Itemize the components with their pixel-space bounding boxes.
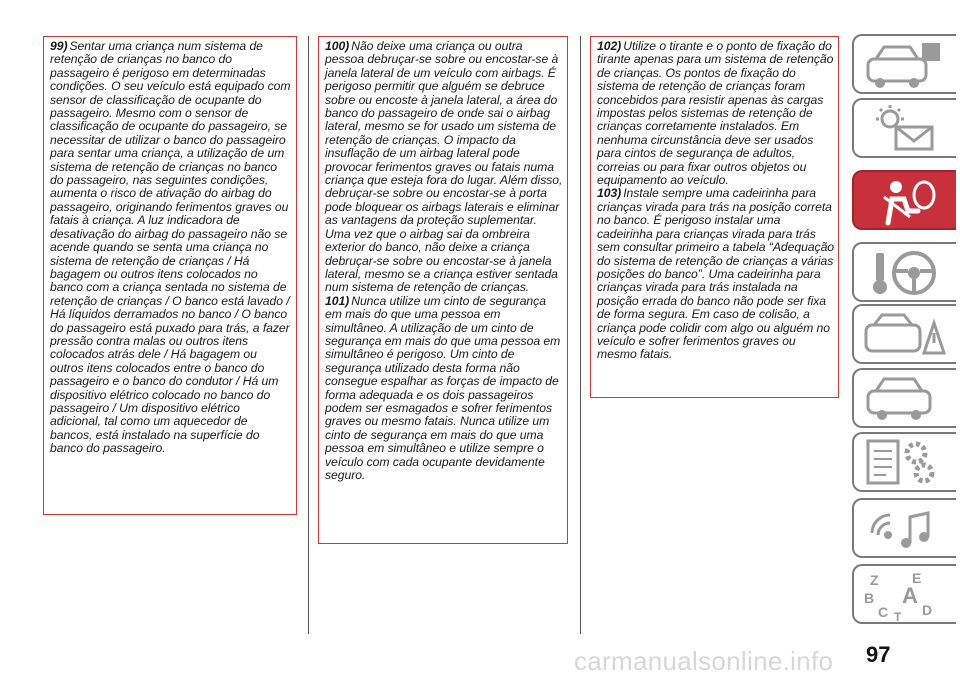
tab-dashboard[interactable] bbox=[852, 34, 956, 94]
airbag-seat-icon bbox=[862, 175, 946, 227]
note-text: Nunca utilize um cinto de segurança em mais do que uma pessoa em simultâneo. A utilização de um cinto de segurança em mais do que uma pessoa em simultâneo é perigoso. Um cinto de segurança utilizado desta forma não consegue espalhar as forças de impacto de forma adequada e os dois passageiros podem ser esmagados e sofrer ferimentos graves ou mesmo fatais. Nunca utilize um cinto de segurança em mais do que uma pessoa em simultâneo e utilize sempre o veículo com cada ocupante devidamente seguro. bbox=[325, 293, 561, 482]
note-99 bbox=[50, 40, 293, 456]
watermark: carmanualsonline.info bbox=[574, 646, 834, 676]
note-text: Utilize o tirante e o ponto de fixação do tirante apenas para um sistema de retenção de crianças. Os pontos de fixação do sistema de retenção de crianças foram concebidos para resistir apenas às cargas impostas pelos sistemas de retenção de crianças corretamente instalados. Em nenhuma circunstância deve ser usados para cintos de segurança de adultos, correias ou para fixar outros objetos ou equipamento ao veículo. bbox=[597, 39, 834, 188]
note-number: 99) bbox=[50, 39, 68, 53]
note-number: 101) bbox=[325, 293, 350, 308]
multimedia-icon bbox=[862, 503, 946, 555]
index-letter: T bbox=[894, 610, 902, 621]
tab-warning-lights[interactable] bbox=[852, 98, 956, 158]
index-letter: D bbox=[922, 602, 933, 618]
note-101 bbox=[325, 295, 564, 483]
car-dashboard-icon bbox=[862, 39, 946, 91]
column-divider bbox=[580, 36, 581, 634]
index-letters-icon bbox=[862, 569, 946, 621]
tab-maintenance[interactable] bbox=[852, 368, 956, 428]
tab-index[interactable] bbox=[852, 564, 956, 624]
warning-box-column-3 bbox=[590, 36, 839, 398]
tab-technical-data[interactable] bbox=[852, 432, 956, 492]
tab-multimedia[interactable] bbox=[852, 498, 956, 558]
index-letter: C bbox=[878, 604, 889, 620]
tab-safety[interactable] bbox=[852, 170, 956, 230]
index-letter: B bbox=[864, 590, 875, 606]
note-text: Sentar uma criança num sistema de retenção de crianças no banco do passageiro é perigoso em determinadas condições. O seu veículo está equipado com sensor de classificação de ocupante do passageiro. Mesmo com o sensor de classificação de ocupante do passageiro, se necessitar de utilizar o banco do passageiro para sentar uma criança, a utilização de um sistema de retenção de crianças no banco do passageiro, nas seguintes condições, aumenta o risco de ativação do airbag do passageiro, originando ferimentos graves ou fatais à criança. A luz indicadora de desativação do airbag do passageiro não se acende quando se senta uma criança no sistema de retenção de crianças / Há bagagem ou outros itens colocados no banco com a criança sentada no sistema de retenção de crianças / O banco está lavado / Há líquidos derramados no banco / O banco do passageiro está puxado para trás, a fazer pressão contra malas ou outros itens colocados atrás dele / Há bagagem ou outros itens colocados entre o banco do passageiro e o banco do condutor / Há um dispositivo elétrico colocado no banco do passageiro / Um dispositivo elétrico adicional, tal como um aquecedor de bancos, está instalado na superfície do banco do passageiro. bbox=[50, 39, 291, 456]
note-number: 100) bbox=[325, 39, 350, 53]
note-text: Instale sempre uma cadeirinha para crianças virada para trás na posição correta no banco. É perigoso instalar uma cadeirinha para crianças virada para trás sem consultar primeiro a tabela “Adequação do sistema de retenção de crianças a várias posições do banco”. Uma cadeirinha para crianças virada para trás instalada na posição errada do banco não pode ser fixa de forma segura. Em caso de colisão, a criança pode colidir com algo ou alguém no veículo e sofrer ferimentos graves ou mesmo fatais. bbox=[597, 186, 835, 362]
note-number: 103) bbox=[597, 186, 622, 201]
warning-box-column-2 bbox=[318, 36, 568, 544]
car-service-icon bbox=[862, 373, 946, 425]
tab-starting-driving[interactable] bbox=[852, 242, 956, 302]
page-number: 97 bbox=[866, 642, 891, 667]
column-divider bbox=[308, 36, 309, 634]
note-102 bbox=[597, 40, 835, 187]
specs-gears-icon bbox=[862, 437, 946, 489]
note-text: Não deixe uma criança ou outra pessoa debruçar-se sobre ou encostar-se à janela lateral de um veículo com airbags. É perigoso permitir que alguém se debruce sobre ou encoste à janela lateral, a área do banco do passageiro de onde sai o airbag lateral, mesmo se for usado um sistema de retenção de crianças. O impacto da insuflação de um airbag lateral pode provocar ferimentos graves ou fatais numa criança que esteja fora do lugar. Além disso, debruçar-se sobre ou encostar-se à porta pode bloquear os airbags laterais e eliminar as vantagens da proteção suplementar. Uma vez que o airbag sai da ombreira exterior do banco, não deixe a criança debruçar-se sobre ou encostar-se à janela lateral, mesmo se a criança estiver sentada num sistema de retenção de crianças. bbox=[325, 39, 563, 295]
index-letter: Z bbox=[870, 572, 879, 588]
note-100 bbox=[325, 40, 564, 295]
note-103 bbox=[597, 187, 835, 361]
tab-emergency[interactable] bbox=[852, 304, 956, 364]
index-letter: A bbox=[902, 583, 918, 608]
note-number: 102) bbox=[597, 39, 622, 53]
key-steering-icon bbox=[862, 247, 946, 299]
warning-box-column-1 bbox=[43, 36, 297, 515]
breakdown-warning-icon bbox=[862, 309, 946, 361]
warning-lights-icon bbox=[862, 103, 946, 155]
index-letter: E bbox=[912, 570, 922, 586]
